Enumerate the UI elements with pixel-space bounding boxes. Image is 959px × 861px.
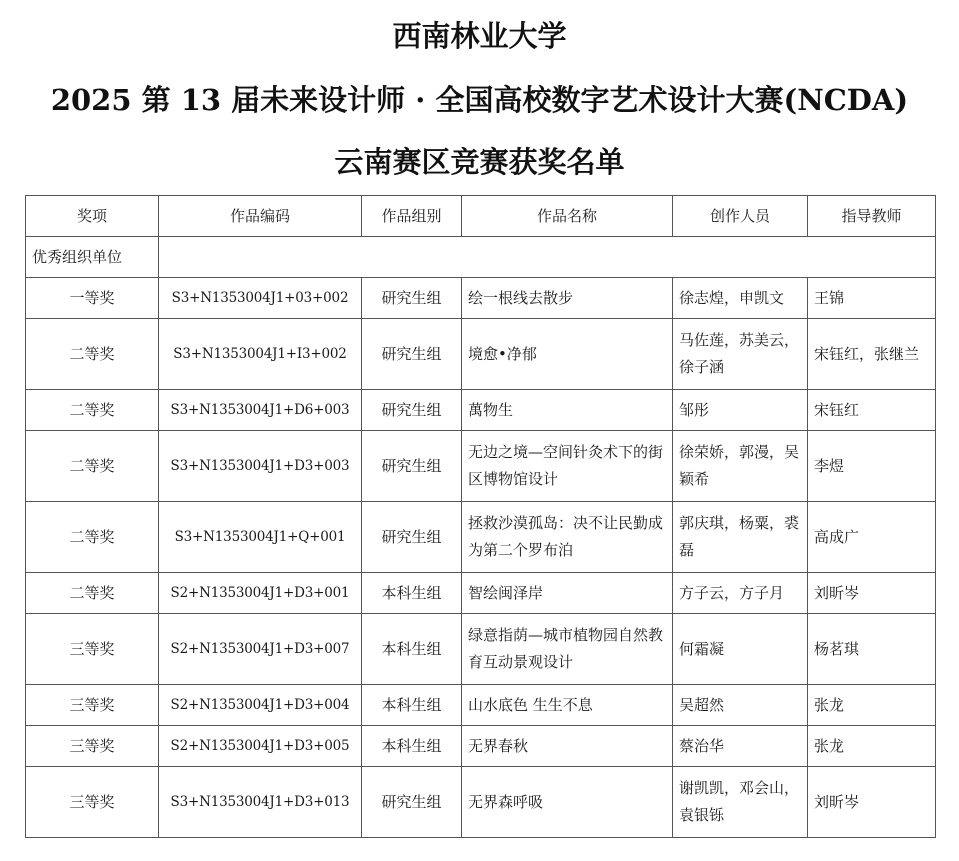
group-cell: 本科生组 [362,573,462,614]
teachers-cell: 刘昕岑 [808,573,936,614]
creators-cell: 方子云，方子月 [673,573,808,614]
code-cell: S3+N1353004J1+Q+001 [159,502,362,573]
code-cell: S3+N1353004J1+D3+003 [159,431,362,502]
group-cell: 研究生组 [362,767,462,838]
award-cell: 三等奖 [26,726,159,767]
group-cell: 研究生组 [362,431,462,502]
code-cell: S2+N1353004J1+D3+007 [159,614,362,685]
table-header-row [26,196,936,237]
award-cell: 二等奖 [26,573,159,614]
teachers-cell: 宋钰红，张继兰 [808,319,936,390]
work-name-cell: 境愈•净郁 [462,319,673,390]
award-cell: 三等奖 [26,614,159,685]
creators-cell: 徐荣娇，郭漫，吴颖希 [673,431,808,502]
column-header-code: 作品编码 [159,196,362,237]
award-cell: 二等奖 [26,319,159,390]
table-row [26,614,936,685]
code-cell: S2+N1353004J1+D3+001 [159,573,362,614]
teachers-cell: 宋钰红 [808,390,936,431]
teachers-cell: 王锦 [808,278,936,319]
code-cell: S2+N1353004J1+D3+004 [159,685,362,726]
creators-cell: 谢凯凯，邓会山，袁银铄 [673,767,808,838]
teachers-cell: 张龙 [808,685,936,726]
awards-table [25,195,936,838]
creators-cell: 郭庆琪，杨粟，裘磊 [673,502,808,573]
award-cell: 二等奖 [26,431,159,502]
list-title: 云南赛区竞赛获奖名单 [334,145,625,179]
column-header-creators: 创作人员 [673,196,808,237]
work-name-cell: 拯救沙漠孤岛：决不让民勤成为第二个罗布泊 [462,502,673,573]
table-row [26,685,936,726]
creators-cell: 邹彤 [673,390,808,431]
teachers-cell: 张龙 [808,726,936,767]
work-name-cell: 无界森呼吸 [462,767,673,838]
creators-cell: 吴超然 [673,685,808,726]
column-header-name: 作品名称 [462,196,673,237]
code-cell: S2+N1353004J1+D3+005 [159,726,362,767]
award-cell: 三等奖 [26,767,159,838]
creators-cell: 何霜凝 [673,614,808,685]
code-cell: S3+N1353004J1+03+002 [159,278,362,319]
work-name-cell: 智绘闽泽岸 [462,573,673,614]
teachers-cell: 高成广 [808,502,936,573]
group-cell: 研究生组 [362,502,462,573]
table-row [26,319,936,390]
section-spacer [159,237,936,278]
group-cell: 研究生组 [362,390,462,431]
award-cell: 三等奖 [26,685,159,726]
code-cell: S3+N1353004J1+D6+003 [159,390,362,431]
group-cell: 本科生组 [362,726,462,767]
group-cell: 本科生组 [362,685,462,726]
group-cell: 研究生组 [362,319,462,390]
teachers-cell: 李煜 [808,431,936,502]
work-name-cell: 无界春秋 [462,726,673,767]
column-header-award: 奖项 [26,196,159,237]
table-row [26,502,936,573]
column-header-group: 作品组别 [362,196,462,237]
code-cell: S3+N1353004J1+I3+002 [159,319,362,390]
award-cell: 二等奖 [26,390,159,431]
table-row [26,390,936,431]
table-row [26,278,936,319]
table-row [26,726,936,767]
section-label: 优秀组织单位 [26,237,159,278]
work-name-cell: 无边之境—空间针灸术下的街区博物馆设计 [462,431,673,502]
teachers-cell: 刘昕岑 [808,767,936,838]
code-cell: S3+N1353004J1+D3+013 [159,767,362,838]
work-name-cell: 萬物生 [462,390,673,431]
work-name-cell: 绘一根线去散步 [462,278,673,319]
award-cell: 一等奖 [26,278,159,319]
column-header-teachers: 指导教师 [808,196,936,237]
group-cell: 本科生组 [362,614,462,685]
competition-title: 2025 第 13 届未来设计师 · 全国高校数字艺术设计大赛(NCDA) [50,83,909,117]
creators-cell: 徐志煌，申凯文 [673,278,808,319]
teachers-cell: 杨茗琪 [808,614,936,685]
table-row [26,431,936,502]
work-name-cell: 山水底色 生生不息 [462,685,673,726]
work-name-cell: 绿意指荫—城市植物园自然教育互动景观设计 [462,614,673,685]
group-cell: 研究生组 [362,278,462,319]
section-row [26,237,936,278]
table-row [26,573,936,614]
university-title: 西南林业大学 [392,19,567,53]
creators-cell: 蔡治华 [673,726,808,767]
table-row [26,767,936,838]
award-cell: 二等奖 [26,502,159,573]
creators-cell: 马佐莲，苏美云，徐子涵 [673,319,808,390]
